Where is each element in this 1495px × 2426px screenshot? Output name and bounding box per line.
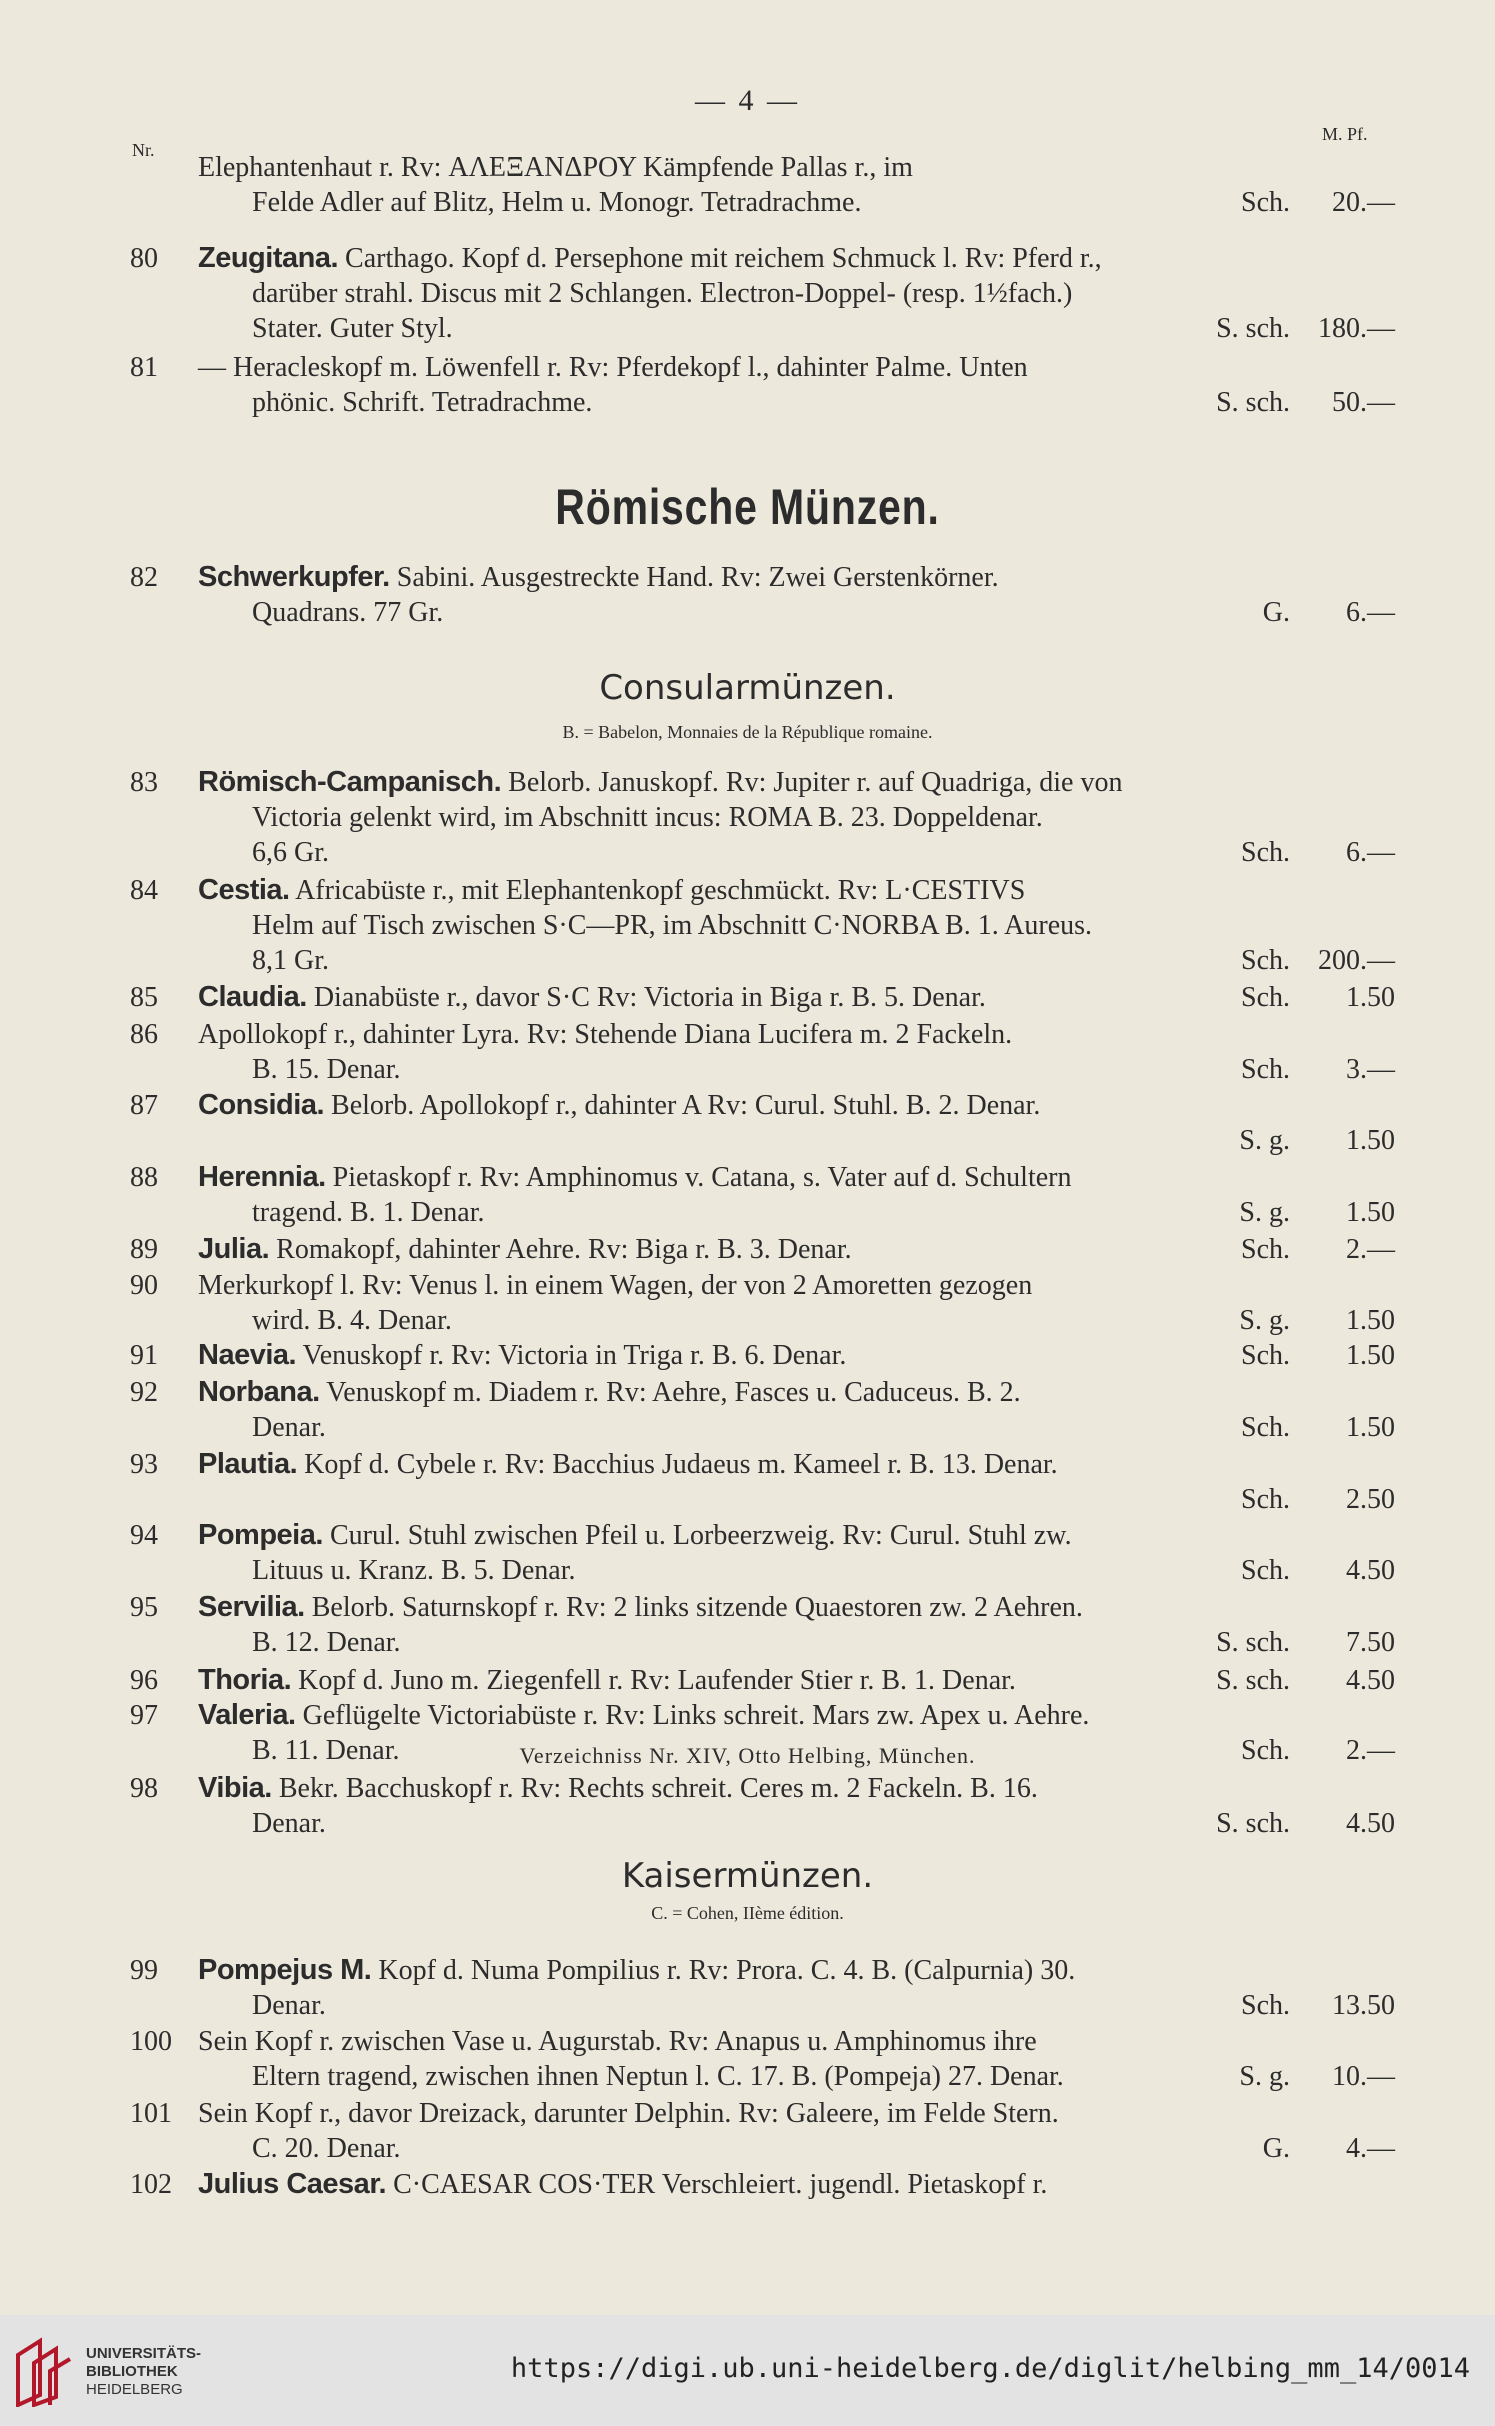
entry-description: Sabini. Ausgestreckte Hand. Rv: Zwei Gerstenkörner. — [396, 562, 999, 593]
library-logo-icon[interactable] — [12, 2335, 74, 2407]
entry-text — [198, 1088, 1040, 1123]
entry-condition: Sch. — [1241, 1054, 1290, 1085]
entry-heading: Zeugitana. — [198, 242, 339, 274]
entry-text — [252, 276, 1072, 311]
entry-number: 81 — [130, 352, 158, 383]
entry-text — [252, 311, 453, 346]
entry-heading: Claudia. — [198, 981, 307, 1013]
library-line-1: UNIVERSITÄTS- — [86, 2345, 202, 2362]
entry-description: Eltern tragend, zwischen ihnen Neptun l. C. 17. B. (Pompeja) 27. Denar. — [252, 2061, 1064, 2092]
entry-description: Denar. — [252, 1990, 326, 2021]
entry-line — [0, 241, 1495, 276]
catalog-entry — [0, 560, 1495, 630]
entry-condition: Sch. — [1241, 1234, 1290, 1265]
entry-line — [0, 1590, 1495, 1625]
entry-line — [0, 980, 1495, 1015]
entry-description: Quadrans. 77 Gr. — [252, 597, 444, 628]
entry-price: 180.— — [1318, 313, 1395, 344]
entry-heading: Servilia. — [198, 1591, 305, 1623]
entry-text — [198, 1590, 1083, 1625]
entry-number: 97 — [130, 1700, 158, 1731]
entry-line — [0, 765, 1495, 800]
catalog-entry — [0, 2167, 1495, 2202]
entry-price: 4.50 — [1346, 1808, 1395, 1839]
entry-heading: Valeria. — [198, 1699, 296, 1731]
entry-description: Lituus u. Kranz. B. 5. Denar. — [252, 1555, 576, 1586]
entry-description: Belorb. Saturnskopf r. Rv: 2 links sitzende Quaestoren zw. 2 Aehren. — [311, 1592, 1083, 1623]
entry-text — [198, 1518, 1072, 1553]
entry-line — [0, 350, 1495, 385]
entry-line — [0, 385, 1495, 420]
entry-text — [252, 835, 329, 870]
section-title-consular: Consularmünzen. — [599, 668, 896, 708]
entry-number: 101 — [130, 2098, 172, 2129]
catalog-entry — [0, 1663, 1495, 1698]
entry-condition: Sch. — [1241, 187, 1290, 218]
entry-description: Elephantenhaut r. Rv: ΑΛΕΞΑΝΔΡΟΥ Kämpfende Pallas r., im — [198, 152, 913, 183]
entry-heading: Norbana. — [198, 1376, 320, 1408]
catalog-entry — [0, 1953, 1495, 2023]
entry-number: 82 — [130, 562, 158, 593]
entry-description: phönic. Schrift. Tetradrachme. — [252, 387, 593, 418]
entry-description: 8,1 Gr. — [252, 945, 329, 976]
library-line-3: HEIDELBERG — [86, 2381, 183, 2398]
entry-heading: Julia. — [198, 1233, 270, 1265]
entry-line — [0, 1052, 1495, 1087]
entry-line — [0, 1553, 1495, 1588]
entry-number: 80 — [130, 243, 158, 274]
entry-description: tragend. B. 1. Denar. — [252, 1197, 485, 1228]
entry-number: 86 — [130, 1019, 158, 1050]
entry-description: Geflügelte Victoriabüste r. Rv: Links schreit. Mars zw. Apex u. Aehre. — [302, 1700, 1090, 1731]
entry-number: 87 — [130, 1090, 158, 1121]
entry-condition: S. sch. — [1216, 313, 1290, 344]
entry-price: 13.50 — [1332, 1990, 1395, 2021]
entry-line — [0, 2167, 1495, 2202]
entry-description: B. 11. Denar. — [252, 1735, 400, 1766]
entry-description: Kopf d. Numa Pompilius r. Rv: Prora. C. 4. B. (Calpurnia) 30. — [378, 1955, 1076, 1986]
entry-line — [0, 1195, 1495, 1230]
catalog-entry — [0, 1590, 1495, 1660]
entry-text — [198, 1017, 1012, 1052]
viewer-footer-bar — [0, 2315, 1495, 2426]
entry-text — [252, 908, 1092, 943]
entry-line — [0, 908, 1495, 943]
entry-text — [198, 350, 1028, 385]
entry-line — [0, 1482, 1495, 1517]
entry-description: C·CAESAR COS·TER Verschleiert. jugendl. Pietaskopf r. — [393, 2169, 1048, 2200]
section-note-consular: B. = Babelon, Monnaies de la République romaine. — [562, 722, 933, 742]
entry-condition: Sch. — [1241, 1340, 1290, 1371]
entry-number: 93 — [130, 1449, 158, 1480]
section-title-roemische: Römische Münzen. — [555, 479, 940, 535]
entry-price: 6.— — [1346, 837, 1395, 868]
entry-condition: S. g. — [1239, 1125, 1290, 1156]
entry-text — [198, 873, 1025, 908]
entry-line — [0, 943, 1495, 978]
catalog-entry — [0, 1771, 1495, 1841]
entry-line — [0, 185, 1495, 220]
entry-line — [0, 1806, 1495, 1841]
entry-text — [198, 1663, 1016, 1698]
entry-text — [198, 150, 913, 185]
catalog-footer-note: Verzeichniss Nr. XIV, Otto Helbing, München. — [519, 1743, 976, 1768]
entry-number: 96 — [130, 1665, 158, 1696]
section-title-kaiser: Kaisermünzen. — [621, 1856, 874, 1896]
entry-description: Kopf d. Juno m. Ziegenfell r. Rv: Laufender Stier r. B. 1. Denar. — [298, 1665, 1016, 1696]
entry-description: Belorb. Januskopf. Rv: Jupiter r. auf Quadriga, die von — [508, 767, 1123, 798]
entry-text — [252, 1806, 326, 1841]
nr-column-header: Nr. — [132, 140, 155, 160]
entry-text — [252, 1625, 401, 1660]
entry-line — [0, 1303, 1495, 1338]
entry-heading: Naevia. — [198, 1339, 297, 1371]
catalog-entry — [0, 980, 1495, 1015]
entry-price: 20.— — [1332, 187, 1395, 218]
entry-text — [198, 1232, 852, 1267]
entry-price: 10.— — [1332, 2061, 1395, 2092]
entry-description: Venuskopf m. Diadem r. Rv: Aehre, Fasces u. Caduceus. B. 2. — [326, 1377, 1021, 1408]
entry-line — [0, 1771, 1495, 1806]
entry-text — [198, 1698, 1089, 1733]
entry-price: 1.50 — [1346, 1125, 1395, 1156]
entry-description: Denar. — [252, 1412, 326, 1443]
entry-number: 94 — [130, 1520, 158, 1551]
entry-description: Pietaskopf r. Rv: Amphinomus v. Catana, s. Vater auf d. Schultern — [332, 1162, 1072, 1193]
entry-description: Dianabüste r., davor S·C Rv: Victoria in Biga r. B. 5. Denar. — [313, 982, 986, 1013]
entry-description: Sein Kopf r., davor Dreizack, darunter Delphin. Rv: Galeere, im Felde Stern. — [198, 2098, 1059, 2129]
entry-text — [198, 1160, 1071, 1195]
entry-line — [0, 835, 1495, 870]
entry-price: 2.— — [1346, 1735, 1395, 1766]
entry-line — [0, 1410, 1495, 1445]
entry-number: 95 — [130, 1592, 158, 1623]
entry-text — [198, 560, 999, 595]
entry-line — [0, 560, 1495, 595]
entry-number: 84 — [130, 875, 158, 906]
entry-condition: G. — [1262, 2133, 1290, 2164]
entry-number: 102 — [130, 2169, 172, 2200]
entry-line — [0, 1123, 1495, 1158]
entry-text — [252, 385, 592, 420]
entry-heading: Römisch-Campanisch. — [198, 766, 502, 798]
entry-text — [198, 1771, 1038, 1806]
entry-text — [198, 1375, 1021, 1410]
entry-description: B. 15. Denar. — [252, 1054, 401, 1085]
entry-line — [0, 595, 1495, 630]
entry-text — [252, 1988, 326, 2023]
entry-condition: S. sch. — [1216, 1808, 1290, 1839]
catalog-entry — [0, 150, 1495, 220]
entry-line — [0, 1447, 1495, 1482]
entry-condition: Sch. — [1241, 945, 1290, 976]
entry-price: 3.— — [1346, 1054, 1395, 1085]
entry-description: Helm auf Tisch zwischen S·C—PR, im Abschnitt C·NORBA B. 1. Aureus. — [252, 910, 1093, 941]
entry-price: 2.50 — [1346, 1484, 1395, 1515]
page-url[interactable]: https://digi.ub.uni-heidelberg.de/diglit/helbing_mm_14/0014 — [510, 2353, 1470, 2384]
catalog-entry — [0, 1268, 1495, 1338]
entry-text — [252, 185, 861, 220]
entry-line — [0, 1268, 1495, 1303]
entry-description: Merkurkopf l. Rv: Venus l. in einem Wagen, der von 2 Amoretten gezogen — [198, 1270, 1033, 1301]
entry-line — [0, 276, 1495, 311]
entry-line — [0, 1518, 1495, 1553]
entry-line — [0, 1988, 1495, 2023]
entry-description: Curul. Stuhl zwischen Pfeil u. Lorbeerzweig. Rv: Curul. Stuhl zw. — [329, 1520, 1072, 1551]
entry-description: Africabüste r., mit Elephantenkopf geschmückt. Rv: L·CESTIVS — [295, 875, 1026, 906]
entry-text — [252, 1052, 401, 1087]
entry-description: Venuskopf r. Rv: Victoria in Triga r. B. 6. Denar. — [302, 1340, 847, 1371]
entry-condition: Sch. — [1241, 837, 1290, 868]
library-name[interactable] — [86, 2345, 201, 2399]
entry-line — [0, 1698, 1495, 1733]
entry-text — [198, 2167, 1047, 2202]
entry-line — [0, 2059, 1495, 2094]
entry-text — [198, 1953, 1075, 1988]
library-line-2: BIBLIOTHEK — [86, 2363, 178, 2380]
entry-price: 4.50 — [1346, 1665, 1395, 1696]
entry-line — [0, 873, 1495, 908]
entry-heading: Vibia. — [198, 1772, 272, 1804]
entry-condition: Sch. — [1241, 1735, 1290, 1766]
entry-number: 89 — [130, 1234, 158, 1265]
catalog-entry — [0, 350, 1495, 420]
entry-price: 4.50 — [1346, 1555, 1395, 1586]
entry-text — [198, 1447, 1058, 1482]
entry-description: Felde Adler auf Blitz, Helm u. Monogr. Tetradrachme. — [252, 187, 862, 218]
entry-price: 2.— — [1346, 1234, 1395, 1265]
entry-condition: S. g. — [1239, 1197, 1290, 1228]
entry-text — [252, 595, 443, 630]
entry-heading: Thoria. — [198, 1664, 292, 1696]
entry-description: Romakopf, dahinter Aehre. Rv: Biga r. B. 3. Denar. — [276, 1234, 852, 1265]
entry-number: 91 — [130, 1340, 158, 1371]
entry-description: darüber strahl. Discus mit 2 Schlangen. Electron-Doppel- (resp. 1½fach.) — [252, 278, 1073, 309]
catalog-entry — [0, 1518, 1495, 1588]
entry-line — [0, 800, 1495, 835]
catalog-entry — [0, 1232, 1495, 1267]
entry-text — [252, 800, 1043, 835]
entry-line — [0, 1232, 1495, 1267]
entry-text — [198, 1268, 1032, 1303]
catalog-entry — [0, 1017, 1495, 1087]
entry-heading: Cestia. — [198, 874, 290, 906]
entry-heading: Julius Caesar. — [198, 2168, 387, 2200]
entry-description: Victoria gelenkt wird, im Abschnitt incus: ROMA B. 23. Doppeldenar. — [252, 802, 1043, 833]
entry-price: 50.— — [1332, 387, 1395, 418]
entry-heading: Pompejus M. — [198, 1954, 372, 1986]
catalog-entry — [0, 1375, 1495, 1445]
entry-heading: Pompeia. — [198, 1519, 323, 1551]
entry-text — [198, 1338, 846, 1373]
entry-price: 7.50 — [1346, 1627, 1395, 1658]
entry-price: 1.50 — [1346, 982, 1395, 1013]
section-note-kaiser: C. = Cohen, IIème édition. — [651, 1903, 844, 1923]
entry-text — [252, 1195, 485, 1230]
entry-condition: Sch. — [1241, 982, 1290, 1013]
entry-price: 1.50 — [1346, 1412, 1395, 1443]
entry-text — [252, 1303, 452, 1338]
entry-text — [252, 943, 329, 978]
entry-heading: Herennia. — [198, 1161, 326, 1193]
catalog-entry — [0, 2024, 1495, 2094]
entry-description: wird. B. 4. Denar. — [252, 1305, 452, 1336]
entry-price: 1.50 — [1346, 1305, 1395, 1336]
price-column-header: M. Pf. — [1322, 124, 1368, 144]
entry-number: 100 — [130, 2026, 172, 2057]
entry-line — [0, 1338, 1495, 1373]
entry-price: 6.— — [1346, 597, 1395, 628]
entry-text — [252, 2131, 401, 2166]
entry-line — [0, 1375, 1495, 1410]
entry-description: Sein Kopf r. zwischen Vase u. Augurstab. Rv: Anapus u. Amphinomus ihre — [198, 2026, 1037, 2057]
entry-number: 85 — [130, 982, 158, 1013]
entry-line — [0, 1088, 1495, 1123]
entry-line — [0, 2096, 1495, 2131]
entry-text — [198, 2096, 1059, 2131]
entry-line — [0, 311, 1495, 346]
entry-condition: Sch. — [1241, 1555, 1290, 1586]
entry-condition: S. g. — [1239, 2061, 1290, 2092]
catalog-entry — [0, 873, 1495, 978]
catalog-entry — [0, 241, 1495, 346]
entry-price: 4.— — [1346, 2133, 1395, 2164]
entry-number: 92 — [130, 1377, 158, 1408]
entry-condition: Sch. — [1241, 1990, 1290, 2021]
entry-condition: S. sch. — [1216, 1627, 1290, 1658]
entry-number: 99 — [130, 1955, 158, 1986]
entry-description: Stater. Guter Styl. — [252, 313, 453, 344]
entry-line — [0, 1160, 1495, 1195]
entry-text — [198, 980, 986, 1015]
entry-line — [0, 150, 1495, 185]
entry-description: — Heracleskopf m. Löwenfell r. Rv: Pferdekopf l., dahinter Palme. Unten — [198, 352, 1028, 383]
entry-condition: G. — [1262, 597, 1290, 628]
entry-line — [0, 1663, 1495, 1698]
entry-description: C. 20. Denar. — [252, 2133, 401, 2164]
entry-description: 6,6 Gr. — [252, 837, 329, 868]
entry-text — [198, 2024, 1037, 2059]
entry-text — [252, 2059, 1064, 2094]
entry-description: Belorb. Apollokopf r., dahinter A Rv: Curul. Stuhl. B. 2. Denar. — [331, 1090, 1041, 1121]
entry-line — [0, 2131, 1495, 2166]
entry-number: 98 — [130, 1773, 158, 1804]
catalog-entry — [0, 1338, 1495, 1373]
entry-condition: S. g. — [1239, 1305, 1290, 1336]
entry-line — [0, 2024, 1495, 2059]
entry-heading: Plautia. — [198, 1448, 298, 1480]
entry-description: B. 12. Denar. — [252, 1627, 401, 1658]
entry-number: 83 — [130, 767, 158, 798]
catalog-entry — [0, 1088, 1495, 1158]
catalog-entry — [0, 765, 1495, 870]
entry-text — [252, 1553, 576, 1588]
entry-text — [198, 241, 1102, 276]
entry-condition: S. sch. — [1216, 1665, 1290, 1696]
entry-condition: Sch. — [1241, 1412, 1290, 1443]
entry-heading: Schwerkupfer. — [198, 561, 390, 593]
entry-text — [252, 1410, 326, 1445]
page-number: — 4 — — [695, 84, 800, 117]
entry-number: 90 — [130, 1270, 158, 1301]
catalog-entry — [0, 1447, 1495, 1517]
entry-price: 1.50 — [1346, 1340, 1395, 1371]
entry-heading: Considia. — [198, 1089, 325, 1121]
catalog-entry — [0, 1160, 1495, 1230]
entry-description: Denar. — [252, 1808, 326, 1839]
entry-description: Bekr. Bacchuskopf r. Rv: Rechts schreit. Ceres m. 2 Fackeln. B. 16. — [278, 1773, 1038, 1804]
entry-text — [198, 765, 1122, 800]
entry-price: 200.— — [1318, 945, 1395, 976]
entry-condition: Sch. — [1241, 1484, 1290, 1515]
entry-description: Kopf d. Cybele r. Rv: Bacchius Judaeus m. Kameel r. B. 13. Denar. — [304, 1449, 1058, 1480]
entry-line — [0, 1953, 1495, 1988]
entry-line — [0, 1625, 1495, 1660]
entry-number: 88 — [130, 1162, 158, 1193]
entry-condition: S. sch. — [1216, 387, 1290, 418]
entry-price: 1.50 — [1346, 1197, 1395, 1228]
catalog-entry — [0, 2096, 1495, 2166]
entry-line — [0, 1017, 1495, 1052]
entry-description: Carthago. Kopf d. Persephone mit reichem Schmuck l. Rv: Pferd r., — [345, 243, 1102, 274]
entry-description: Apollokopf r., dahinter Lyra. Rv: Stehende Diana Lucifera m. 2 Fackeln. — [198, 1019, 1013, 1050]
